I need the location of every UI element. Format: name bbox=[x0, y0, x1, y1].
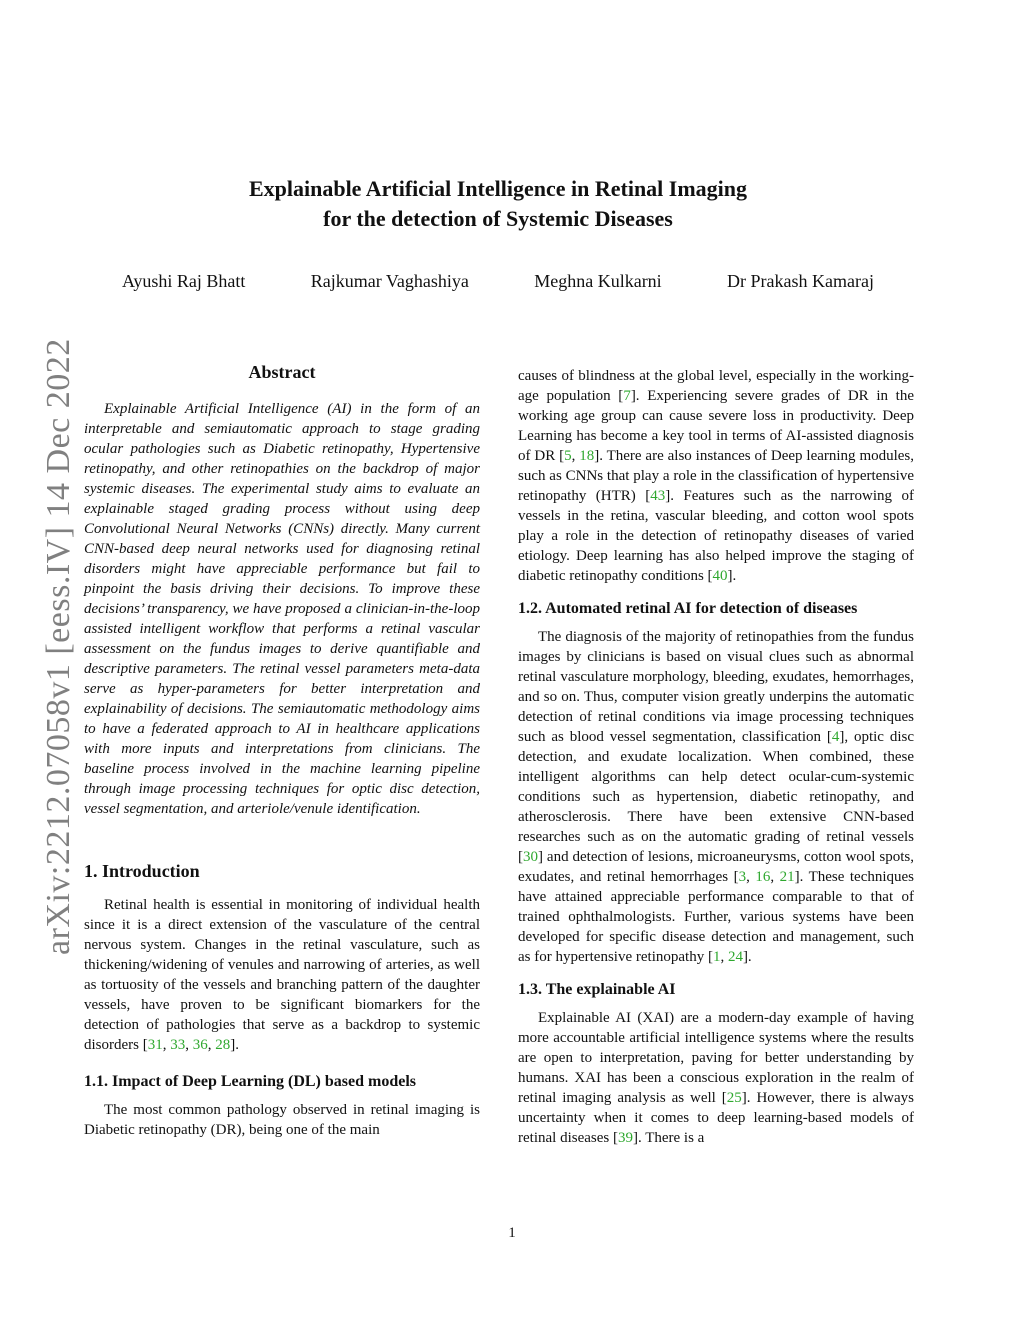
author-name: Rajkumar Vaghashiya bbox=[310, 271, 469, 291]
explainable-ai-paragraph: Explainable AI (XAI) are a modern-day example of having more accountable artificial intelligence systems where the results are open to interpretation, paving for better understanding by humans. XAI has been a conscious exploration in the realm of retinal imaging analysis as well [25]. However, there is always uncertainty when it comes to deep learning-based models of retinal diseases [39]. There is a bbox=[518, 1010, 914, 1146]
citation-link[interactable]: 18 bbox=[579, 448, 595, 464]
citation-link[interactable]: 40 bbox=[712, 568, 728, 584]
author-name: Dr Prakash Kamaraj bbox=[727, 271, 874, 291]
citation-link[interactable]: 16 bbox=[755, 869, 771, 885]
author-list bbox=[100, 271, 896, 292]
subsection-heading-deep-learning: 1.1. Impact of Deep Learning (DL) based models bbox=[84, 1073, 416, 1090]
deep-learning-paragraph: The most common pathology observed in retinal imaging is Diabetic retinopathy (DR), being one of the main bbox=[84, 1102, 480, 1138]
arxiv-identifier: arXiv:2212.07058v1 [eess.IV] 14 Dec 2022 bbox=[40, 338, 77, 955]
section-heading-introduction: 1. Introduction bbox=[84, 861, 200, 881]
citation-link[interactable]: 39 bbox=[617, 1130, 633, 1146]
citation-link[interactable]: 21 bbox=[779, 869, 795, 885]
citation-link[interactable]: 4 bbox=[831, 729, 840, 745]
left-column bbox=[84, 362, 480, 1140]
citation-link[interactable]: 36 bbox=[192, 1037, 208, 1053]
continued-paragraph: causes of blindness at the global level, especially in the working-age population [7]. Experiencing severe grades of DR in the working age group can cause severe loss in productivity. Deep Learning has become a key tool in terms of AI-assisted diagnosis of DR [5, 18]. There are also instances of Deep learning modules, such as CNNs that play a role in the classification of hypertensive retinopathy (HTR) [43]. Features such as the narrowing of vessels in the retina, vascular bleeding, and cotton wool spots play a role in the detection of retinopathy diseases of varied etiology. Deep learning has also helped improve the staging of diabetic retinopathy conditions [40]. bbox=[518, 368, 915, 584]
citation-link[interactable]: 3 bbox=[738, 869, 747, 885]
citation-link[interactable]: 1 bbox=[712, 949, 721, 965]
citation-link[interactable]: 33 bbox=[170, 1037, 186, 1053]
citation-link[interactable]: 43 bbox=[650, 488, 666, 504]
abstract-body: Explainable Artificial Intelligence (AI) in the form of an interpretable and semiautomatic approach to stage grading ocular pathologies such as Diabetic retinopathy, Hypertensive retinopathy, and other retinopathies on the backdrop of major systemic diseases. The experimental study aims to evaluate an explainable staged grading process without using deep Convolutional Neural Networks (CNNs) directly. Many current CNN-based deep neural networks used for diagnosing retinal disorders might have appreciable performance but fail to pinpoint the basis driving their decisions. To improve these decisions’ transparency, we have proposed a clinician-in-the-loop assisted intelligent workflow that performs a retinal vascular assessment on the fundus images to derive quantifiable and descriptive parameters. The retinal vessel parameters meta-data serve as hyper-parameters for better interpretation and explainability of decisions. The semiautomatic methodology aims to have a federated approach to AI in healthcare applications with more inputs and interpretations from clinicians. The baseline process involved in the machine learning pipeline through image processing techniques for optic disc detection, vessel segmentation, and arteriole/venule identification. bbox=[84, 401, 480, 817]
citation-link[interactable]: 24 bbox=[727, 949, 743, 965]
subsection-heading-explainable-ai: 1.3. The explainable AI bbox=[518, 981, 676, 998]
citation-link[interactable]: 28 bbox=[215, 1037, 231, 1053]
citation-link[interactable]: 25 bbox=[726, 1090, 742, 1106]
author-name: Meghna Kulkarni bbox=[534, 271, 662, 291]
paper-title bbox=[90, 174, 906, 234]
page-number: 1 bbox=[508, 1225, 516, 1241]
title-line-2: for the detection of Systemic Diseases bbox=[323, 206, 673, 231]
citation-link[interactable]: 5 bbox=[564, 448, 572, 464]
abstract-heading: Abstract bbox=[248, 362, 316, 382]
citation-link[interactable]: 7 bbox=[623, 388, 631, 404]
author-name: Ayushi Raj Bhatt bbox=[122, 271, 246, 291]
subsection-heading-automated-ai: 1.2. Automated retinal AI for detection of diseases bbox=[518, 600, 858, 617]
intro-paragraph: Retinal health is essential in monitoring of individual health since it is a direct extension of the vasculature of the central nervous system. Changes in the retinal vasculature, such as thickening/widening of venules and narrowing of arteries, as well as tortuosity of the vessels and branching pattern of the daughter vessels, have proven to be significant biomarkers for the detection of pathologies that serve as a backdrop to systemic disorders [31, 33, 36, 28]. bbox=[84, 897, 480, 1053]
right-column bbox=[518, 366, 914, 1148]
citation-link[interactable]: 31 bbox=[147, 1037, 163, 1053]
citation-link[interactable]: 30 bbox=[523, 849, 538, 865]
title-line-1: Explainable Artificial Intelligence in Retinal Imaging bbox=[248, 176, 748, 201]
automated-ai-paragraph: The diagnosis of the majority of retinopathies from the fundus images by clinicians is based on visual clues such as abnormal retinal vasculature morphology, bleeding, exudates, hemorrhages, and so on. Thus, computer vision greatly underpins the automatic detection of retinal conditions via image processing techniques such as blood vessel segmentation, classification [4], optic disc detection, and exudate localization. When combined, these intelligent algorithms can help detect ocular-cum-systemic conditions such as hypertension, diabetic retinopathy, and atherosclerosis. There have been extensive CNN-based researches such as on the automatic grading of retinal vessels [30] and detection of lesions, microaneurysms, cotton wool spots, exudates, and retinal hemorrhages [3, 16, 21]. These techniques have attained appreciable performance comparable to that of trained ophthalmologists. Further, various systems have been developed for specific disease detection and management, such as for hypertensive retinopathy [1, 24]. bbox=[518, 629, 915, 965]
